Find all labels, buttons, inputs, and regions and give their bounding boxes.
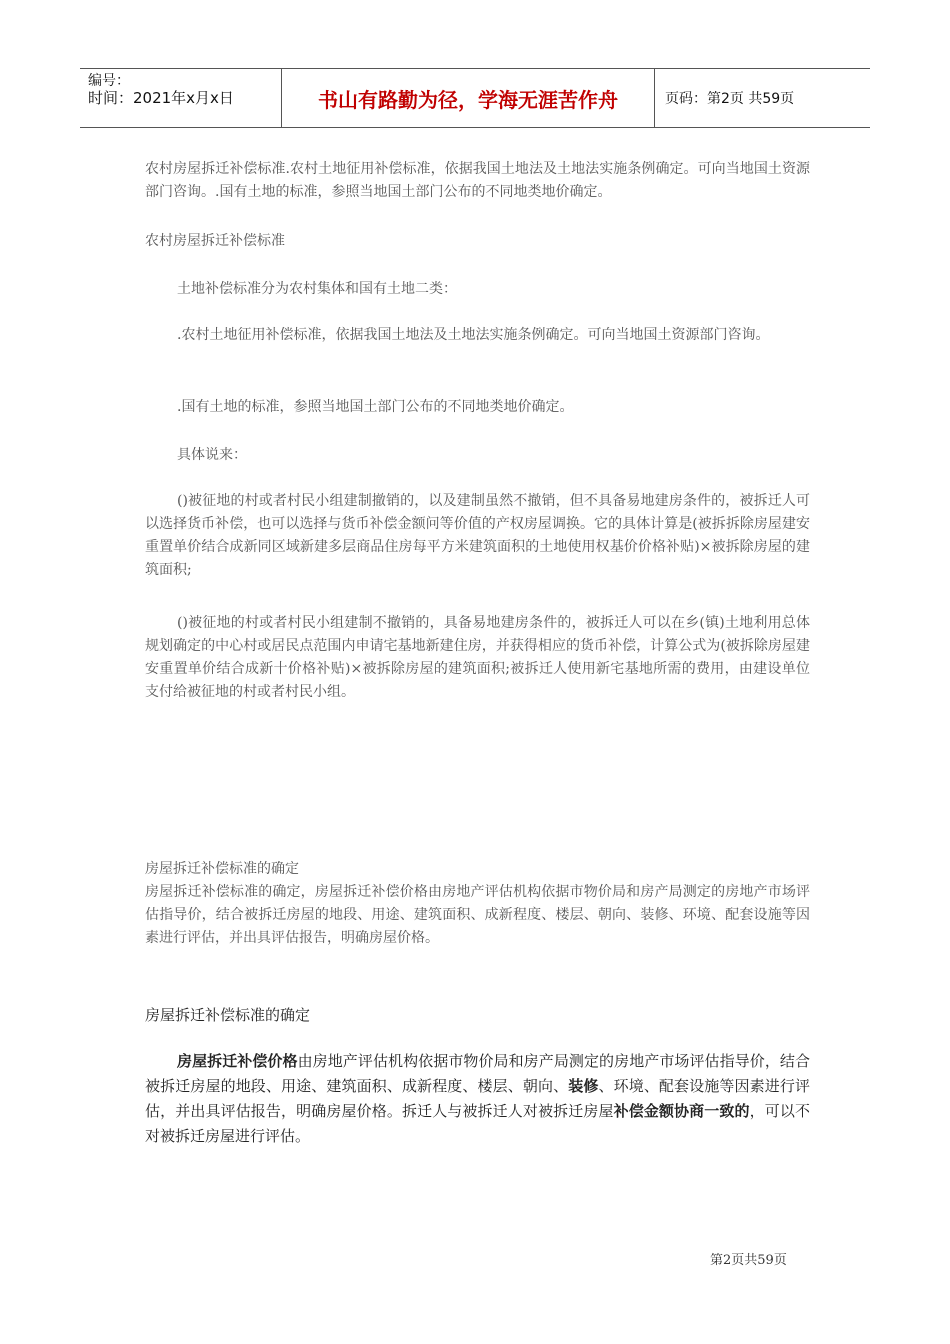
header-page-info: 页码：第2页 共59页 xyxy=(665,91,795,107)
paragraph-state-land: .国有土地的标准，参照当地国土部门公布的不同地类地价确定。 xyxy=(177,399,574,415)
paragraph-item-1: ()被征地的村或者村民小组建制撤销的，以及建制虽然不撤销，但不具备易地建房条件的，被拆迁人可以选择货币补偿，也可以选择与货币补偿金额问等价值的产权房屋调换。它的具体计算是(被拆拆除房屋建安重置单价结合成新同区域新建多层商品住房每平方米建筑面积的土地使用权基价价格补贴)×被拆除房屋的建筑面积; xyxy=(145,493,810,578)
bold-term-price: 房屋拆迁补偿价格 xyxy=(177,1052,298,1070)
paragraph-valuation-detail xyxy=(145,1049,810,1149)
paragraph-item-2: ()被征地的村或者村民小组建制不撤销的，具备易地建房条件的，被拆迁人可以在乡(镇)土地利用总体规划确定的中心村或居民点范围内申请宅基地新建住房，并获得相应的货币补偿，计算公式为(被拆除房屋建安重置单价结合成新十价格补贴)×被拆除房屋的建筑面积;被拆迁人使用新宅基地所需的费用，由建设单位支付给被征地的村或者村民小组。 xyxy=(145,615,810,700)
paragraph-valuation: 房屋拆迁补偿标准的确定，房屋拆迁补偿价格由房地产评估机构依据市物价局和房产局测定的房地产市场评估指导价，结合被拆迁房屋的地段、用途、建筑面积、成新程度、楼层、朝向、装修、环境、配套设施等因素进行评估，并出具评估报告，明确房屋价格。 xyxy=(145,884,810,946)
bold-term-agreement: 补偿金额协商一致的 xyxy=(613,1102,750,1120)
serial-label: 编号： xyxy=(88,73,130,89)
page-header xyxy=(80,68,870,128)
text-span-3: ，可以不对被拆迁房屋进行评估。 xyxy=(145,1102,810,1145)
paragraph-land-types: 土地补偿标准分为农村集体和国有土地二类： xyxy=(177,281,457,297)
paragraph-rural-land: .农村土地征用补偿标准，依据我国土地法及土地法实施条例确定。可向当地国土资源部门咨询。 xyxy=(177,327,770,343)
section-heading-rural: 农村房屋拆迁补偿标准 xyxy=(145,233,285,249)
time-label: 时间：2021年x月x日 xyxy=(88,89,234,107)
page-footer: 第2页共59页 xyxy=(710,1253,787,1268)
paragraph-intro: 农村房屋拆迁补偿标准.农村土地征用补偿标准，依据我国土地法及土地法实施条例确定。可向当地国土资源部门咨询。.国有土地的标准，参照当地国土部门公布的不同地类地价确定。 xyxy=(145,161,810,200)
header-meta xyxy=(80,69,282,127)
text-span-1: 由房地产评估机构依据市物价局和房产局测定的房地产市场评估指导价，结合被拆迁房屋的地段、用途、建筑面积、成新程度、楼层、朝向、 xyxy=(145,1052,810,1095)
section-heading-valuation-2: 房屋拆迁补偿标准的确定 xyxy=(145,1006,311,1024)
bold-term-decoration: 装修 xyxy=(568,1077,599,1095)
paragraph-specifics: 具体说来： xyxy=(177,447,247,463)
section-heading-valuation: 房屋拆迁补偿标准的确定 xyxy=(145,861,299,877)
text-span-2: 、环境、配套设施等因素进行评估，并出具评估报告，明确房屋价格。拆迁人与被拆迁人对被拆迁房屋 xyxy=(145,1077,810,1120)
header-motto: 书山有路勤为径，学海无涯苦作舟 xyxy=(282,69,655,127)
